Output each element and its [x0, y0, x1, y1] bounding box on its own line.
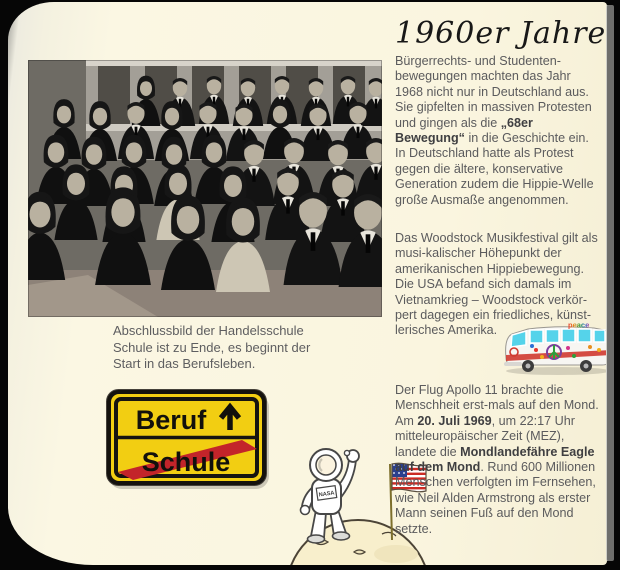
class-photo-image — [28, 60, 382, 317]
sign-top-label: Beruf — [135, 405, 207, 435]
text-line: Die USA befand sich damals im — [395, 277, 572, 292]
book-page — [8, 2, 607, 565]
book-page-edge — [606, 5, 614, 561]
svg-text:NASA: NASA — [318, 490, 335, 499]
sign-bottom-label: Schule — [141, 447, 231, 477]
text-line: Menschen verfolgten im Fernsehen, — [395, 475, 596, 490]
text-line: auf dem Mond. Rund 600 Millionen — [395, 460, 596, 475]
text-line: Das Woodstock Musikfestival gilt als — [395, 231, 598, 245]
text-line: Schule ist zu Ende, es beginnt der — [113, 339, 311, 355]
text-line: Mann seinen Fuß auf den Mond — [395, 506, 574, 521]
text-line: 1968 nicht nur in Deutschland aus. — [395, 84, 589, 99]
bus-graffiti-text: peace — [568, 320, 590, 330]
text-line: Menschheit erst-mals auf den Mond. — [395, 398, 599, 413]
text-line: mitteleuropäischer Zeit (MEZ), — [395, 429, 565, 444]
text-line: Der Flug Apollo 11 brachte die — [395, 383, 564, 397]
nasa-badge — [316, 486, 336, 501]
text-line: Am 20. Juli 1969, um 22:17 Uhr — [395, 413, 575, 428]
text-line: Abschlussbild der Handelsschule — [113, 323, 304, 338]
text-line: In Deutschland hatte als Protest — [395, 146, 574, 161]
text-line: Vietnamkrieg – Woodstock verkör- — [395, 292, 588, 307]
text-line: Bürgerrechts- und Studenten- — [395, 54, 561, 68]
text-line: Bewegung“ in die Geschichte ein. — [395, 131, 589, 146]
paragraph-68er-bewegung — [395, 54, 607, 208]
text-line: Sie gipfelten in massiven Protesten — [395, 100, 592, 115]
paragraph-apollo11 — [395, 383, 607, 537]
text-line: gegen die ältere, konservative — [395, 161, 564, 176]
class-photo — [28, 60, 382, 317]
text-line: landete die Mondlandefähre Eagle — [395, 444, 595, 459]
text-line: und gingen als die „68er — [395, 115, 533, 130]
beruf-schule-sign — [105, 388, 271, 490]
paragraph-woodstock — [395, 231, 607, 339]
text-line: lerisches Amerika. — [395, 323, 498, 338]
photo-caption — [113, 323, 363, 373]
text-line: amerikanischen Hippiebewegung. — [395, 261, 585, 276]
text-line: Generation zudem die Hippie-Welle — [395, 177, 594, 192]
text-line: musi-kalischer Höhepunkt der — [395, 246, 562, 261]
text-line: Start in das Berufsleben. — [113, 356, 256, 371]
town-exit-sign-icon — [105, 388, 271, 490]
text-line: bewegungen machten das Jahr — [395, 69, 571, 84]
text-line: setzte. — [395, 521, 433, 536]
page-title: 1960er Jahre — [395, 16, 607, 51]
text-line: große Ausmaße angenommen. — [395, 192, 569, 207]
text-line: wie Neil Alden Armstrong als erster — [395, 490, 591, 505]
text-line: pert dagegen ein friedliches, künst- — [395, 308, 592, 323]
